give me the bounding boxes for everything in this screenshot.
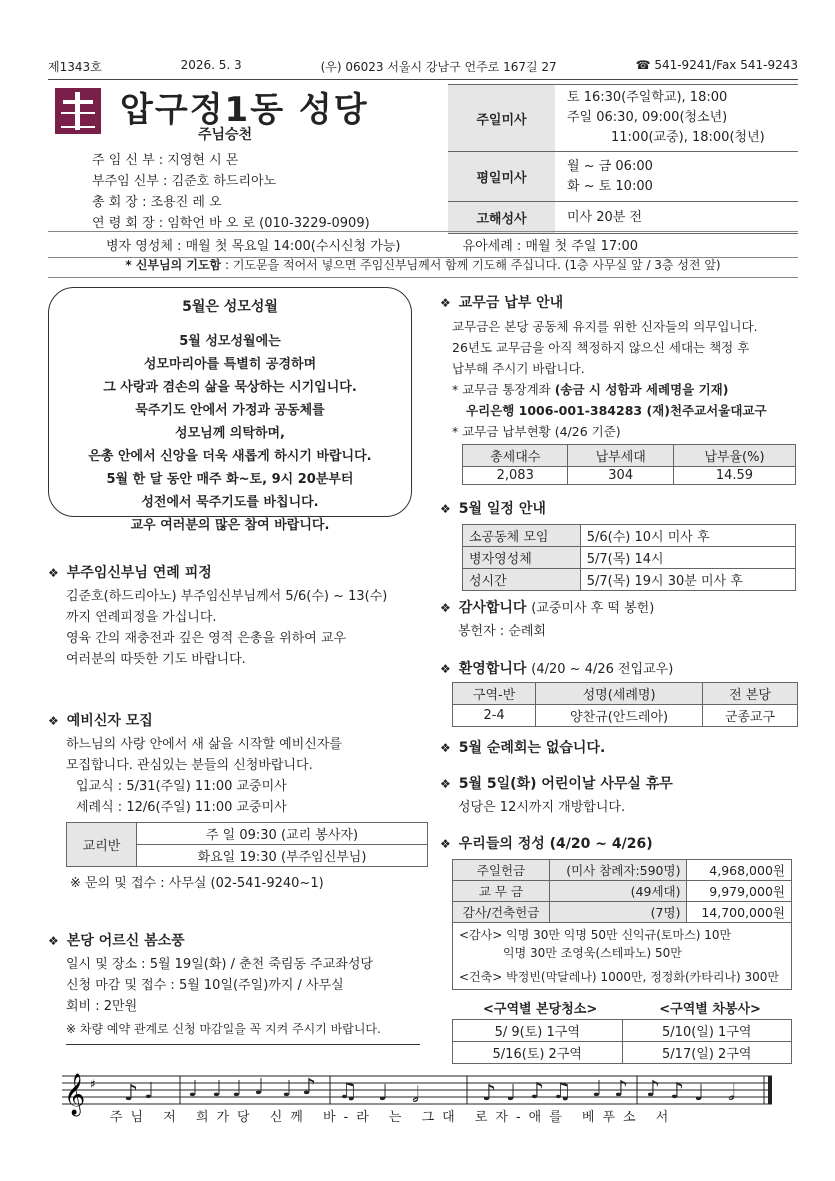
elder-picnic-section: ❖ 본당 어르신 봄소풍 일시 및 장소 : 5월 19일(화) / 춘천 죽림동 주교좌성당 신청 마감 및 접수 : 5월 10일(주일)까지 / 사무실 회비 : 2만원 ※ 차량 예약 관계로 신청 마감일을 꼭 지켜 주시기 바랍니다. (48, 930, 420, 1045)
address: (우) 06023 서울시 강남구 언주로 167길 27 (320, 60, 557, 74)
may-schedule-table: 소공동체 모임 5/6(수) 10시 미사 후 병자영성체 5/7(목) 14시 성시간 5/7(목) 19시 30분 미사 후 (462, 524, 796, 591)
svg-text:♫: ♫ (552, 1079, 572, 1104)
treble-clef-icon: 𝄞 (64, 1074, 86, 1115)
sunday-mass-times: 토 16:30(주일학교), 18:00 주일 06:30, 09:00(청소년) 11:00(교중), 18:00(청년) (555, 85, 798, 152)
diamond-icon: ❖ (440, 662, 451, 676)
hymn-lyrics: 주님 저 희가당 신께 바-라 는 그대 로자-애를 베푸소 서 (110, 1110, 677, 1125)
dues-status-table: 총세대수 납부세대 납부율(%) 2,083 304 14.59 (462, 444, 796, 485)
svg-text:♩: ♩ (694, 1081, 705, 1106)
svg-text:♪: ♪ (646, 1077, 661, 1102)
svg-text:♩: ♩ (378, 1081, 389, 1106)
svg-text:♩: ♩ (188, 1077, 199, 1102)
svg-text:♪: ♪ (482, 1081, 497, 1106)
svg-text:𝅗𝅥: 𝅗𝅥 (412, 1083, 419, 1108)
pilgrim-section: ❖ 5월 순례회는 없습니다. (440, 740, 606, 756)
staff-item: 주 임 신 부 : 지영현 시 몬 (92, 153, 239, 168)
duty-section (452, 998, 792, 1064)
staff-item: 부주임 신부 : 김준호 하드리아노 (92, 174, 277, 189)
prayer-box-notice: * 신부님의 기도함 : 기도문을 적어서 넣으면 주임신부님께서 함께 기도해 주십니다. (1층 사무실 앞 / 3층 성전 앞) (48, 256, 798, 278)
diamond-icon: ❖ (48, 566, 59, 580)
confession-time: 미사 20분 전 (555, 202, 798, 234)
may-schedule-section: ❖ 5월 일정 안내 소공동체 모임 5/6(수) 10시 미사 후 병자영성체 5/7(목) 14시 성시간 5/7(목) 19시 30분 미사 후 (440, 498, 802, 591)
sunday-mass-label: 주일미사 (448, 85, 555, 152)
svg-text:♫: ♫ (338, 1079, 358, 1104)
svg-text:♩: ♩ (254, 1075, 265, 1100)
duty-table: 5/ 9(토) 1구역 5/10(일) 1구역 5/16(토) 2구역 5/17(일) 2구역 (452, 1019, 792, 1064)
diamond-icon: ❖ (440, 741, 451, 755)
issue-date: 2026. 5. 3 (180, 58, 242, 72)
thanks-section: ❖ 감사합니다 (교중미사 후 떡 봉헌) 봉헌자 : 순례회 (440, 600, 655, 639)
svg-text:♪: ♪ (614, 1077, 629, 1102)
phone: ☎ 541-9241/Fax 541-9243 (635, 58, 798, 72)
offerings-section: ❖ 우리들의 정성 (4/20 ~ 4/26) 주일헌금 (미사 참례자:590명) 4,968,000원 교 무 금 (49세대) 9,979,000원 감사/건축헌금 (7명) 14,700,000원 <감사> 익명 30만 익명 50만 신익규(토마스) 10만 익명 30만 조영욱(스테파노) 50만 <건축> 박정빈(막달레나) 1000만, 정정화(카타리나) 300만 (440, 833, 802, 990)
svg-text:♪: ♪ (530, 1079, 545, 1104)
liturgical-day: 주님승천 (198, 127, 253, 143)
diamond-icon: ❖ (440, 777, 451, 791)
header-info-line (48, 58, 798, 80)
office-closed-section: ❖ 5월 5일(화) 어린이날 사무실 휴무 성당은 12시까지 개방합니다. (440, 776, 673, 815)
dues-section: ❖ 교무금 납부 안내 교무금은 본당 공동체 유지를 위한 신자들의 의무입니다. 26년도 교무금을 아직 책정하지 않으신 세대는 책정 후 납부해 주시기 바랍니다. * 교무금 통장계좌 (송금 시 성함과 세례명을 기재) 우리은행 1006-001-384283 (재)천주교서울대교구 * 교무금 납부현황 (4/26 기준) 총세대수 납부세대 납부율(%) 2,083 304 14.59 (440, 292, 802, 485)
welcome-section: ❖ 환영합니다 (4/20 ~ 4/26 전입교우) 구역-반 성명(세례명) 전 본당 2-4 양찬규(안드레아) 군종교구 (440, 658, 802, 727)
svg-text:𝅗𝅥: 𝅗𝅥 (728, 1081, 735, 1106)
diamond-icon: ❖ (440, 837, 451, 851)
diamond-icon: ❖ (440, 502, 451, 516)
weekday-mass-label: 평일미사 (448, 152, 555, 202)
catechism-class-table: 교리반 주 일 09:30 (교리 봉사자) 화요일 19:30 (부주임신부님) (66, 822, 428, 867)
weekday-mass-times: 월 ~ 금 06:00 화 ~ 토 10:00 (555, 152, 798, 202)
parish-logo (55, 88, 101, 134)
diamond-icon: ❖ (48, 714, 59, 728)
service-title: <구역별 차봉사> (659, 1002, 761, 1017)
staff-list (92, 150, 370, 234)
cleaning-title: <구역별 본당청소> (483, 1002, 598, 1017)
svg-text:♩: ♩ (592, 1077, 603, 1102)
offerings-table: 주일헌금 (미사 참례자:590명) 4,968,000원 교 무 금 (49세대) 9,979,000원 감사/건축헌금 (7명) 14,700,000원 <감사> 익명 30만 익명 50만 신익규(토마스) 10만 익명 30만 조영욱(스테파노) 50만 <건축> 박정빈(막달레나) 1000만, 정정화(카타리나) 300만 (452, 859, 792, 990)
svg-text:♪: ♪ (670, 1079, 685, 1104)
issue-number: 제1343호 (48, 60, 102, 74)
svg-text:♩: ♩ (506, 1081, 517, 1106)
diamond-icon: ❖ (440, 601, 451, 615)
sharp-icon: ♯ (90, 1077, 96, 1091)
svg-text:♩: ♩ (232, 1077, 243, 1102)
sick-communion-bar (48, 231, 798, 258)
infant-baptism: 유아세례 : 매월 첫 주일 17:00 (462, 239, 639, 254)
svg-text:♪: ♪ (302, 1075, 317, 1100)
staff-item: 총 회 장 : 조용진 레 오 (92, 195, 222, 210)
svg-text:♩: ♩ (282, 1077, 293, 1102)
diamond-icon: ❖ (48, 934, 59, 948)
confession-label: 고해성사 (448, 202, 555, 234)
diamond-icon: ❖ (440, 296, 451, 310)
svg-text:♩: ♩ (212, 1077, 223, 1102)
welcome-table: 구역-반 성명(세례명) 전 본당 2-4 양찬규(안드레아) 군종교구 (452, 682, 798, 727)
svg-text:♪: ♪ (124, 1081, 139, 1106)
parish-name: 압구정1동 성당 (120, 90, 369, 130)
sick-communion: 병자 영성체 : 매월 첫 목요일 14:00(수시신청 가능) (106, 239, 401, 254)
catechumen-section: ❖ 예비신자 모집 하느님의 사랑 안에서 새 삶을 시작할 예비신자를 모집합니다. 관심있는 분들의 신청바랍니다. 입교식 : 5/31(주일) 11:00 교중미사 세례식 : 12/6(주일) 11:00 교중미사 교리반 주 일 09:30 (교리 봉사자) 화요일 19:30 (부주임신부님) ※ 문의 및 접수 : 사무실 (02-541-9240~1) (48, 710, 420, 894)
mass-schedule-table (448, 84, 798, 234)
staff-item: 연 령 회 장 : 임학언 바 오 로 (010-3229-0909) (92, 216, 370, 231)
music-notes (124, 1075, 735, 1108)
vacation-section: ❖ 부주임신부님 연례 피정 김준호(하드리아노) 부주임신부님께서 5/6(수) ~ 13(수) 까지 연례피정을 가십니다. 영육 간의 재충전과 깊은 영적 은총을 위하여 교우 여러분의 따뜻한 기도 바랍니다. (48, 565, 388, 667)
box-title: 5월은 성모성월 (182, 299, 278, 315)
may-marian-month-box: 5월은 성모성월 5월 성모성월에는 성모마리아를 특별히 공경하며 그 사랑과 겸손의 삶을 묵상하는 시기입니다. 묵주기도 안에서 가정과 공동체를 성모님께 의탁하며, 은총 안에서 신앙을 더욱 새롭게 하시기 바랍니다. 5월 한 달 동안 매주 화~토, 9시 20분부터 성전에서 묵주기도를 바칩니다. 교우 여러분의 많은 참여 바랍니다. (48, 287, 412, 517)
svg-text:♩: ♩ (144, 1079, 155, 1104)
